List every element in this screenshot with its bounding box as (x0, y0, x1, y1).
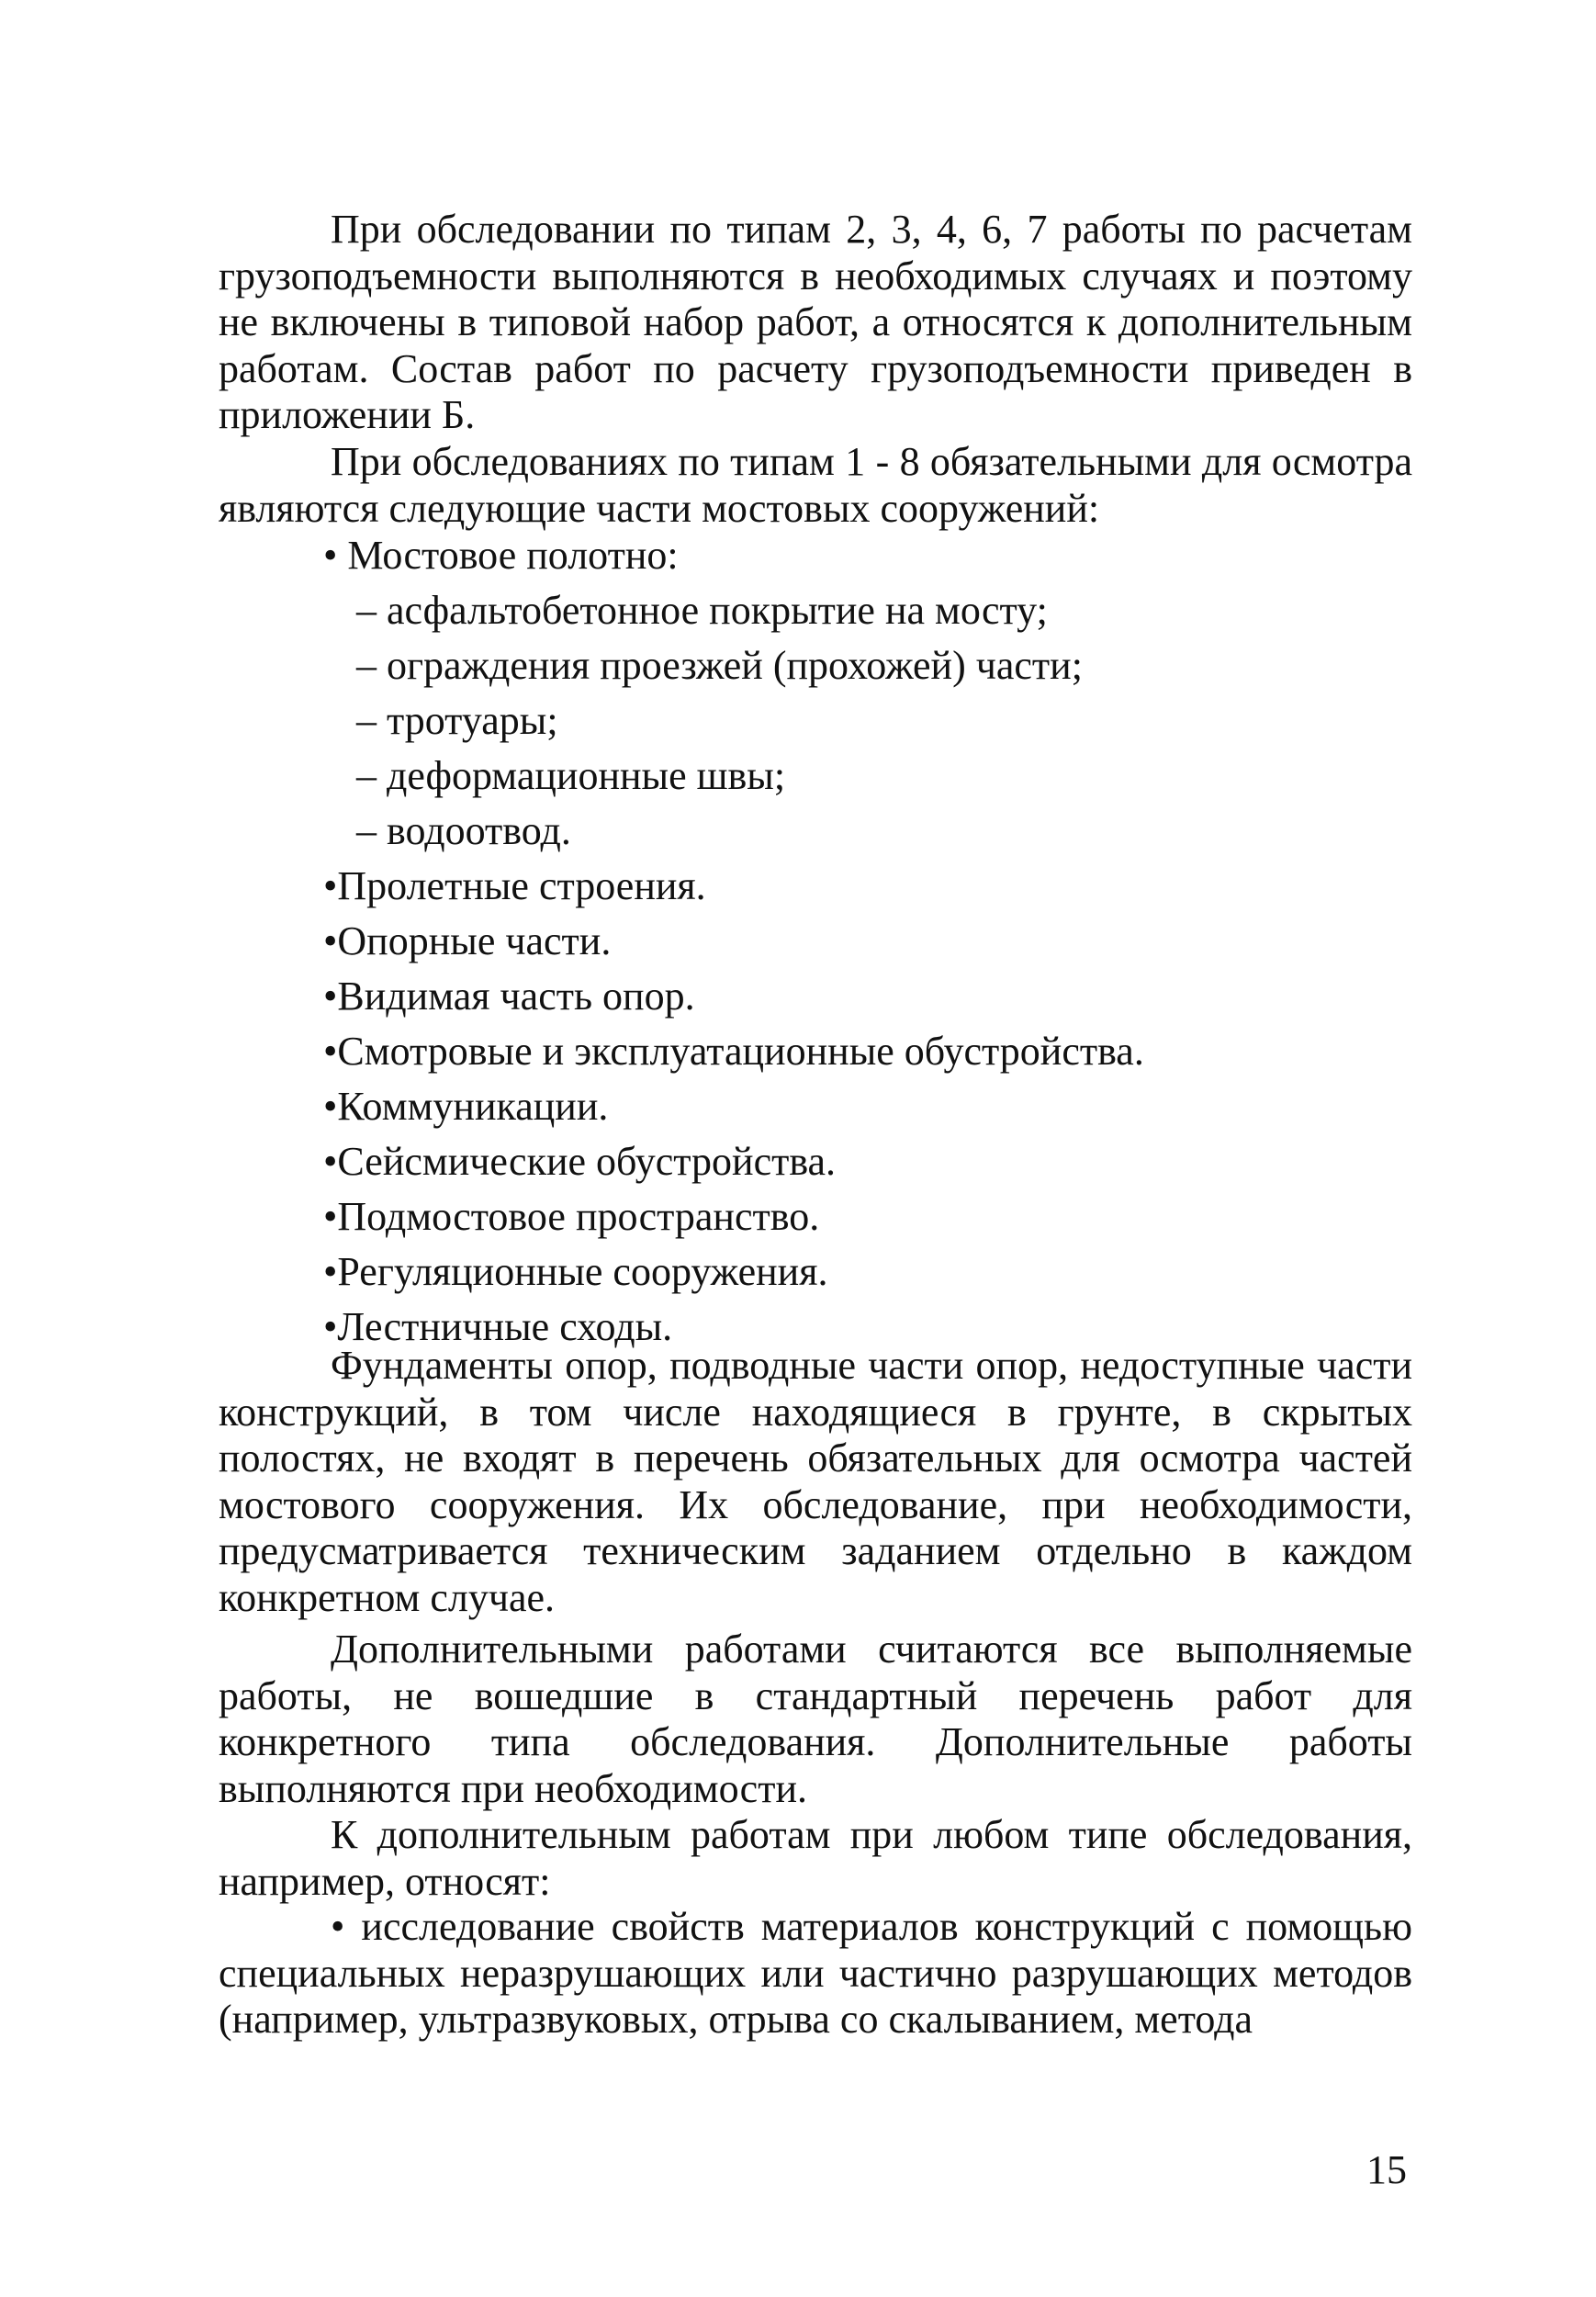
sub-list-item: – деформационные швы; (356, 753, 786, 798)
paragraph-material-research (219, 1904, 1412, 2044)
list-item: •Пролетные строения. (323, 863, 706, 908)
paragraph-additional-examples (219, 1812, 1412, 1905)
paragraph-text: При обследованиях по типам 1 - 8 обязательными для осмотра являются следующие части мостовых сооружений: (219, 439, 1412, 531)
sub-list-item: – водоотвод. (356, 808, 571, 853)
list-title-bridge-deck: • Мостовое полотно: (323, 533, 679, 578)
paragraph-text: При обследовании по типам 2, 3, 4, 6, 7 работы по расчетам грузоподъемности выполняются в необходимых случаях и поэтому не включены в типовой набор работ, а относятся к дополнительным работам. Состав работ по расчету грузоподъемности приведен в приложении Б. (219, 207, 1412, 437)
paragraph-mandatory-parts (219, 439, 1412, 532)
list-item: •Видимая часть опор. (323, 974, 695, 1019)
paragraph-text: Дополнительными работами считаются все выполняемые работы, не вошедшие в стандартный перечень работ для конкретного типа обследования. Дополнительные работы выполняются при необходимости. (219, 1627, 1412, 1811)
list-item: •Смотровые и эксплуатационные обустройства. (323, 1029, 1144, 1074)
list-item: •Регуляционные сооружения. (323, 1249, 828, 1294)
list-item: •Коммуникации. (323, 1084, 609, 1129)
paragraph-additional-works (219, 1627, 1412, 1812)
paragraph-text: Фундаменты опор, подводные части опор, недоступные части конструкций, в том числе находящиеся в грунте, в скрытых полостях, не входят в перечень обязательных для осмотра частей мостового сооружения. Их обследование, при необходимости, предусматривается техническим заданием отдельно в каждом конкретном случае. (219, 1343, 1412, 1620)
list-item: •Лестничные сходы. (323, 1304, 673, 1349)
list-item: •Опорные части. (323, 918, 612, 963)
list-item: •Подмостовое пространство. (323, 1194, 820, 1239)
paragraph-load-capacity (219, 207, 1412, 439)
sub-list-item: – тротуары; (356, 698, 558, 743)
list-item: •Сейсмические обустройства. (323, 1139, 837, 1184)
page-number: 15 (1366, 2147, 1407, 2192)
sub-list-item: – асфальтобетонное покрытие на мосту; (356, 588, 1048, 633)
sub-list-item: – ограждения проезжей (прохожей) части; (356, 643, 1083, 688)
paragraph-foundations (219, 1343, 1412, 1621)
paragraph-text: • исследование свойств материалов конструкций с помощью специальных неразрушающих или частично разрушающих методов (например, ультразвуковых, отрыва со скалыванием, метода (219, 1904, 1412, 2042)
paragraph-text: К дополнительным работам при любом типе обследования, например, относят: (219, 1812, 1412, 1904)
